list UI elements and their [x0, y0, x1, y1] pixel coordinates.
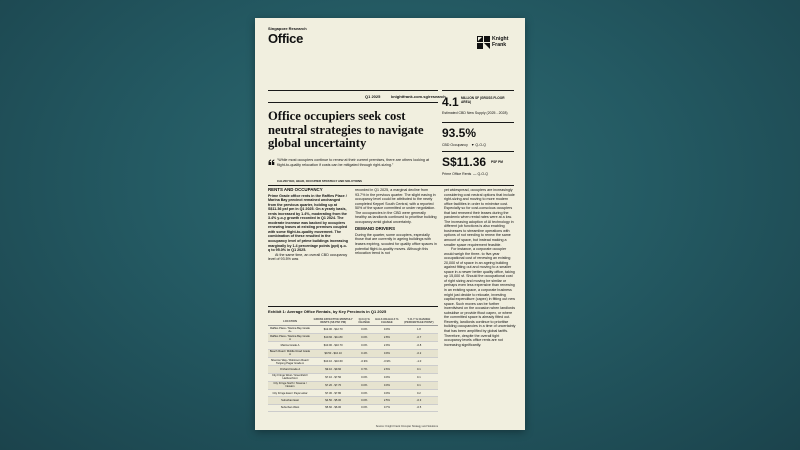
rent-cell: $10.60 - $11.80 [312, 334, 354, 342]
column-2 [355, 188, 438, 256]
pull-quote: “While most occupiers continue to renew at their current premises, there are others looking at flight-to-quality relocation if costs can be mitigated through right-sizing.” [277, 158, 430, 167]
yoy-cell: -0.7 [400, 334, 438, 342]
supply-label: Estimated CBD New Supply (2025 - 2028) [442, 111, 508, 115]
rent-cell: $7.20 - $7.70 [312, 381, 354, 389]
rent-cell: $4.50 - $5.00 [312, 397, 354, 404]
column-header: LOCATION [268, 317, 312, 326]
hoh-cell: 0.0% [374, 326, 400, 334]
col1-paragraph-2: At the same time, an overall CBD occupancy level of 93.5% was [268, 252, 348, 262]
location-cell: Beach Road / Middle Road Grade A [269, 350, 311, 357]
location-cell: City Fringe West / Greenfield / Harbourfront [268, 373, 312, 381]
hoh-cell: 2.9% [374, 342, 400, 349]
header-rule [268, 90, 438, 91]
column-header: GROSS EFFECTIVE MONTHLY RENTS (S$ PSF PM) [313, 318, 353, 324]
rent-cell: $10.10 - $10.60 [312, 357, 354, 365]
yoy-cell: 0.2 [400, 389, 438, 396]
yoy-cell: -0.5 [400, 404, 438, 411]
report-page [255, 18, 525, 430]
hoh-cell: 0.7% [374, 404, 400, 411]
yoy-cell: 0.1 [400, 373, 438, 381]
qoq-cell: 0.4% [354, 349, 374, 357]
exhibit-title: Exhibit 1: Average Office Rentals, by Key Precincts in Q1 2025 [268, 309, 387, 314]
hoh-cell: 2.6% [374, 366, 400, 373]
column-header: HALF-ON-HALF % CHANGE [375, 318, 399, 324]
column-3 [444, 188, 516, 347]
table-row [268, 381, 438, 389]
table-row [268, 326, 438, 334]
knight-frank-logo [477, 35, 517, 51]
rent-cell: $7.10 - $7.50 [312, 373, 354, 381]
quote-icon [268, 159, 275, 166]
rent-cell: $10.00 - $10.70 [312, 342, 354, 349]
supply-value: 4.1 [442, 95, 459, 109]
rent-cell: $9.50 - $10.10 [312, 349, 354, 357]
table-row [268, 397, 438, 404]
table-row [268, 389, 438, 396]
qoq-cell: 0.0% [354, 381, 374, 389]
table-row [268, 357, 438, 365]
hoh-cell: 0.0% [374, 373, 400, 381]
qoq-cell: 0.7% [354, 366, 374, 373]
yoy-cell: -1.0 [400, 357, 438, 365]
hoh-cell: 0.9% [374, 349, 400, 357]
yoy-cell: -0.2 [400, 349, 438, 357]
location-cell: City Fringe East / Paya Lebar [268, 389, 312, 396]
col2-paragraph-2: During the quarter, some occupiers, especially those that are currently in ageing buildings with leases expiring, scouted for quality office spaces in potential flight-to-quality moves. Although this relocation trend is not [355, 232, 437, 256]
location-cell: Raffles Place / Marina Bay Grade A [268, 334, 312, 342]
body-rule [268, 185, 514, 186]
col2-paragraph-1: recorded in Q1 2025, a marginal decline from 93.7% in the previous quarter. The slight easing in occupancy level could be attributed to the newly completed Keppel South Central, with a reported 50% of the space committed or under negotiation. The occupancies in the CBD were generally healthy as landlords continued to prioritise building occupancy amid global uncertainty. [355, 188, 437, 224]
rent-label: Prime Office Rents [442, 172, 472, 176]
knight-frank-logo-icon [477, 36, 490, 49]
column-1 [268, 188, 348, 262]
location-cell: Raffles Place / Marina Bay Grade A+ [268, 326, 312, 334]
rent-cell: $7.30 - $7.80 [312, 389, 354, 396]
rents-occupancy-heading: RENTS AND OCCUPANCY [268, 187, 323, 192]
col3-paragraph-2: For instance, a corporate occupier would weigh the three- to five-year occupational cost of renewing an existing 20,000 sf of space in an ageing building against fitting out and moving to a smaller space in a newer better quality office, taking up 15,000 sf. Should the occupational cost of right sizing and moving be similar or perhaps even less expensive than renewing in an existing space, a corporate business might just decide to relocate, investing capital expenditure (capex) in fitting out new space. Such moves can be further incentivised on the occasion when landlords subsidise or provide fitout capex, or where the committed space is already fitted out. Recently, landlords continue to prioritise building occupancies in a time of uncertainty that has been amplified by global tariffs. Therefore, despite the overall tight occupancy levels office rents are not increasing significantly. [444, 247, 516, 347]
research-url[interactable]: knightfrank.com.sg/research [391, 94, 446, 99]
location-cell: Shenton Way / Robinson Road / Tanjong Pagar Grade A [268, 357, 312, 365]
qoq-cell: 0.0% [354, 326, 374, 334]
location-cell: Suburban West [268, 404, 312, 411]
meta-rule [268, 102, 438, 103]
yoy-cell: 0.1 [400, 366, 438, 373]
supply-unit: MILLION SF (GROSS FLOOR AREA) [461, 96, 505, 104]
col1-paragraph-1: Prime Grade office rents in the Raffles Place / Marina Bay precinct remained unchanged from the previous quarter, holding up at S$11.36 psf pm in Q1 2025. On a yearly basis, rents increased by 1.4%, moderating from the 3.4% y-o-y growth recorded in Q1 2024. The moderate increase was backed by occupiers renewing leases at existing premises coupled with some flight-to-quality movement. The combination of these resulted in the occupancy level of prime buildings increasing marginally by 1.4 percentage points (ppt) q-o-q to 95.0% in Q1 2025. [268, 193, 348, 253]
rent-unit: PSF PM [491, 160, 503, 164]
rent-cell: $12.00 - $12.70 [312, 326, 354, 334]
logo-line-1: Knight [492, 36, 509, 42]
qoq-cell: 0.0% [354, 342, 374, 349]
qoq-cell: 0.0% [354, 404, 374, 411]
exhibit-rule [268, 306, 438, 307]
qoq-cell: 0.0% [354, 373, 374, 381]
demand-drivers-heading: DEMAND DRIVERS [355, 226, 396, 232]
location-cell: Orchard Grade A [268, 366, 312, 373]
hoh-cell: 2.8% [374, 334, 400, 342]
logo-wordmark [492, 36, 508, 48]
qoq-cell: 0.0% [354, 397, 374, 404]
logo-line-2: Frank [492, 42, 507, 48]
occupancy-label: CBD Occupancy [442, 143, 468, 147]
hoh-cell: 0.0% [374, 389, 400, 396]
rent-value: S$11.36 [442, 155, 487, 169]
yoy-cell: -0.3 [400, 397, 438, 404]
stats-rule-top [442, 90, 514, 91]
qoq-cell: -0.9% [354, 357, 374, 365]
table-row [268, 349, 438, 357]
table-header-row [268, 317, 438, 326]
hoh-cell: -0.9% [374, 357, 400, 365]
hoh-cell: 2.5% [374, 397, 400, 404]
rent-change: — Q-O-Q [473, 172, 488, 176]
table-source: Source: Knight Frank Occupier Strategy and Solutions [375, 425, 438, 428]
location-cell: Suburban East [268, 397, 312, 404]
occupancy-change: ▼ Q-O-Q [471, 143, 486, 147]
table-row [268, 342, 438, 349]
location-cell: City Fringe North / Novena / Newton [268, 381, 312, 389]
column-header: Y-O-Y % CHANGE (PERCENTAGE POINT) [400, 317, 438, 326]
qoq-cell: 0.0% [354, 389, 374, 396]
rent-cell: $5.60 - $6.00 [312, 404, 354, 411]
hoh-cell: 0.0% [374, 381, 400, 389]
qoq-cell: 0.0% [354, 334, 374, 342]
col3-paragraph-1: yet widespread, occupiers are increasingly considering cost neutral options that include right-sizing and moving to more modern office facilities in order to minimise cost. Especially so for cost-conscious occupiers that last renewed their leases during the pandemic when rental rates were at a low. The increasing adoption of AI technology in different job functions is also enabling businesses to streamline operations with options of not needing to renew the same amount of space, but instead making a smaller space requirement feasible. [444, 188, 515, 247]
yoy-cell: -0.8 [400, 342, 438, 349]
table-row [268, 373, 438, 381]
table-row [268, 404, 438, 411]
column-header: Q-O-Q % CHANGE [354, 317, 374, 326]
yoy-cell: 0.1 [400, 381, 438, 389]
quarter-label: Q1 2025 [365, 94, 381, 99]
rent-cell: $9.10 - $9.60 [312, 366, 354, 373]
location-cell: Marina Grade A [268, 342, 312, 349]
rentals-table [268, 317, 438, 412]
stats-rule-1 [442, 122, 514, 123]
yoy-cell: 1.8 [400, 326, 438, 334]
series-label: Singapore Research [268, 26, 307, 31]
report-title: Office [268, 31, 304, 46]
table-row [268, 334, 438, 342]
headline: Office occupiers seek cost neutral strategies to navigate global uncertainty [268, 109, 424, 150]
quote-attribution: CALVIN YEO, HEAD, OCCUPIER STRATEGY AND SOLUTIONS [277, 179, 362, 183]
table-row [268, 366, 438, 373]
occupancy-value: 93.5% [442, 126, 477, 140]
stats-rule-2 [442, 151, 514, 152]
